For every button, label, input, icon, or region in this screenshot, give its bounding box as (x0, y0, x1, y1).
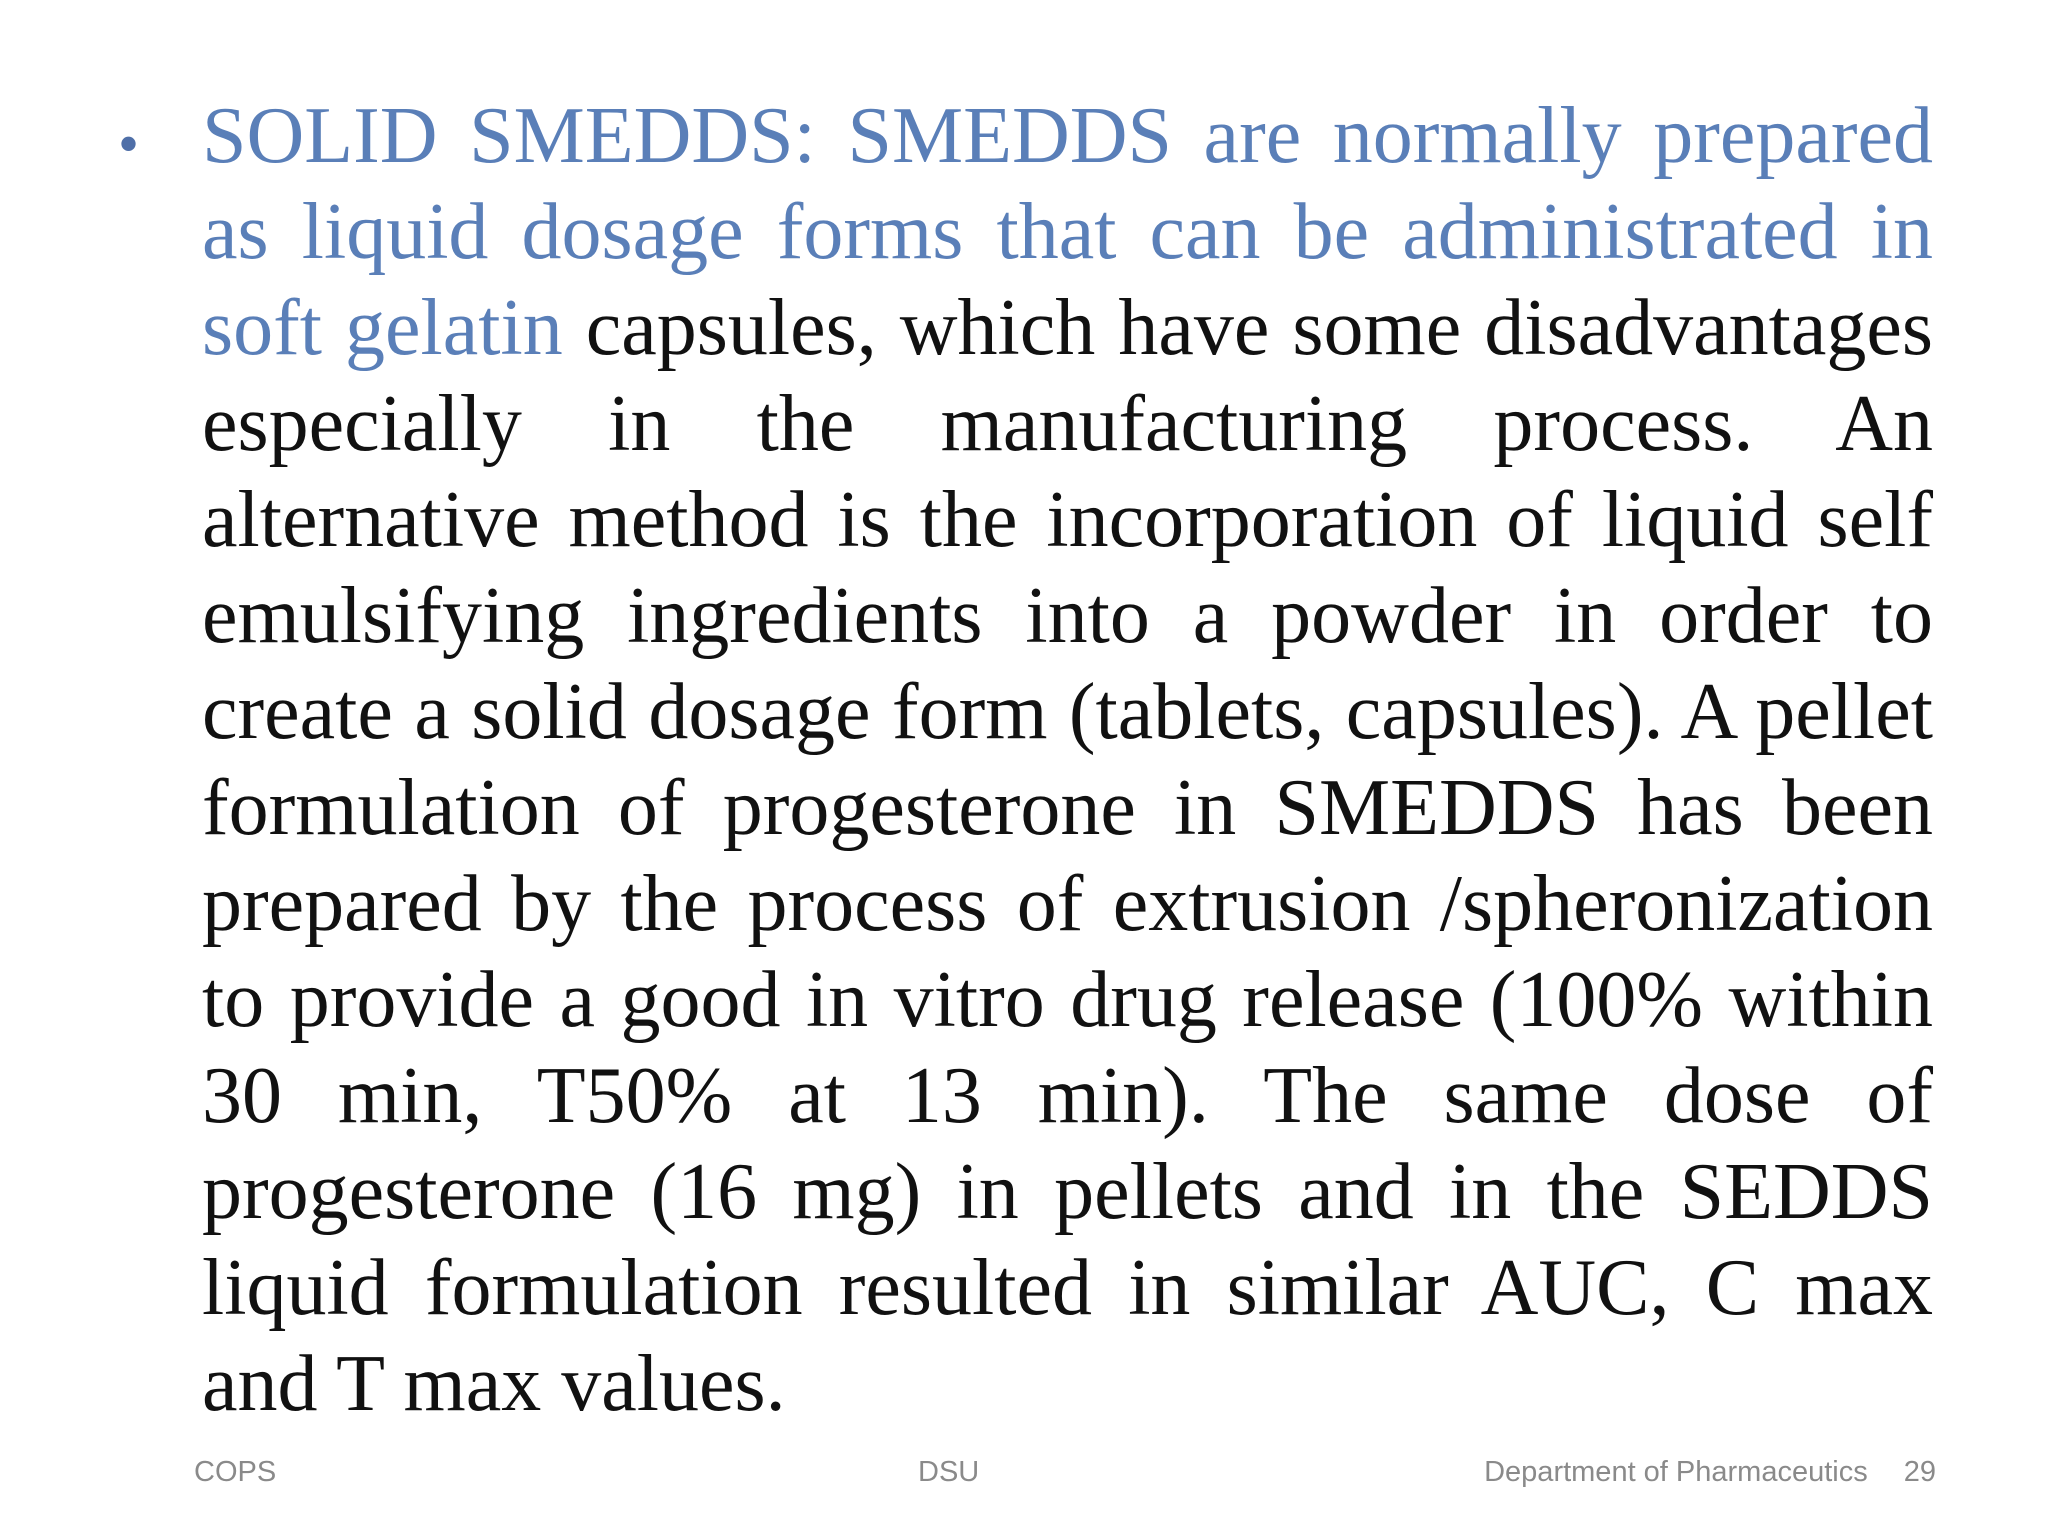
footer-department-label: Department of Pharmaceutics (1484, 1456, 1868, 1488)
bullet-icon: • (118, 111, 140, 177)
page-number: 29 (1903, 1456, 1936, 1488)
footer-right (1484, 1452, 1936, 1492)
slide-body-rest: capsules, which have some disadvantages especially in the manufacturing process. An alternative method is the incorporation of liquid self emulsifying ingredients into a powder in order to create a solid dosage form (tablets, capsules). A pellet formulation of progesterone in SMEDDS has been prepared by the process of extrusion /spheronization to provide a good in vitro drug release (100% within 30 min, T50% at 13 min). The same dose of progesterone (16 mg) in pellets and in the SEDDS liquid formulation resulted in similar AUC, C max and T max values. (202, 284, 1933, 1428)
footer-center-label: DSU (918, 1456, 980, 1488)
slide-body-lead: SOLID SMEDDS: SMEDDS are normally prepared as liquid dosage forms that can be administrated in soft gelatin (202, 92, 1933, 372)
slide-body-text (202, 88, 1933, 1432)
footer-left-label: COPS (194, 1456, 277, 1488)
